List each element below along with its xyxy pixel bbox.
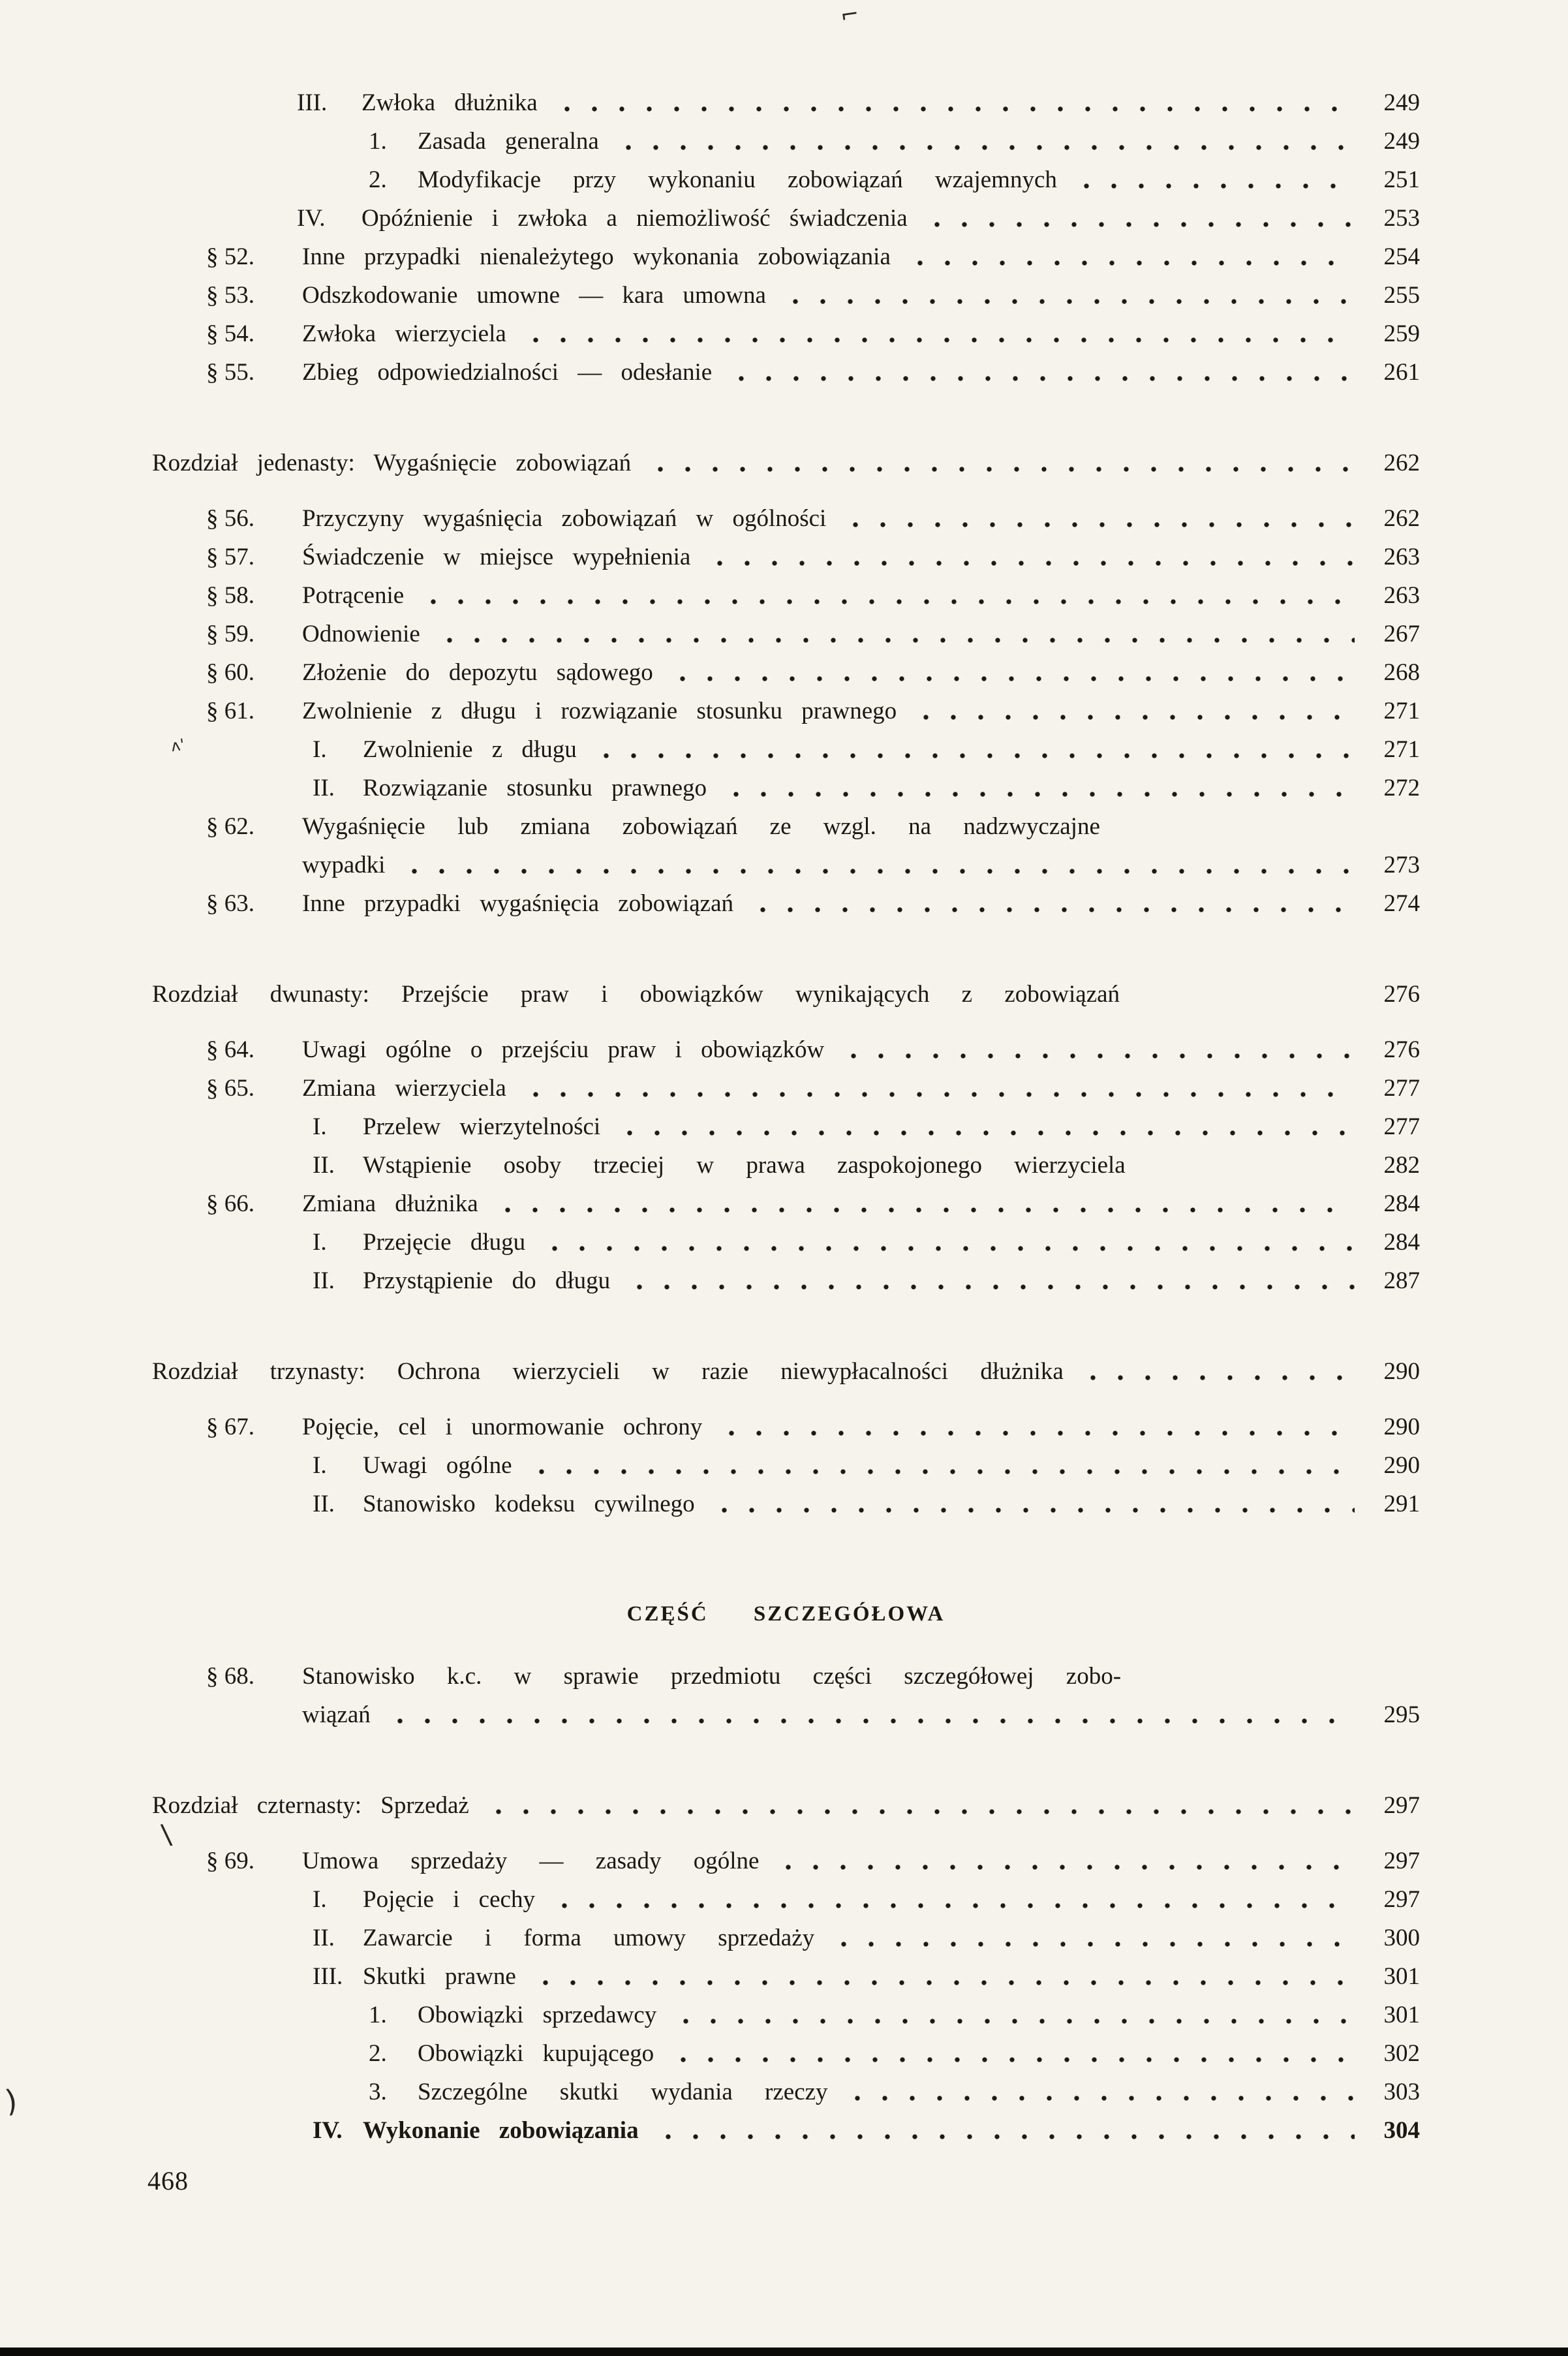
entry-number: II. (313, 1267, 335, 1294)
entry-title: Zbieg odpowiedzialności — odesłanie (302, 359, 713, 386)
dot-leader (397, 869, 1355, 874)
entry-title: Rozdział czternasty: Sprzedaż (152, 1792, 469, 1819)
entry-number: III. (313, 1963, 343, 1990)
dot-leader (826, 1942, 1355, 1947)
dot-leader (908, 715, 1355, 720)
toc-entry (0, 1352, 1568, 1391)
scan-artifact: \ (159, 1818, 174, 1851)
entry-page: 282 (1383, 1152, 1420, 1179)
entry-title: Przelew wierzytelności (363, 1113, 601, 1140)
entry-title: Zasada generalna (418, 128, 599, 155)
entry-title: wypadki (302, 852, 386, 878)
toc-entry (0, 769, 1568, 807)
dot-leader (549, 106, 1355, 112)
entry-page: 276 (1383, 981, 1420, 1008)
toc-entry (0, 199, 1568, 238)
entry-page: 302 (1383, 2040, 1420, 2067)
entry-number: § 53. (206, 282, 254, 309)
toc-entry (0, 122, 1568, 161)
entry-page: 255 (1383, 282, 1420, 309)
entry-number: § 66. (206, 1190, 254, 1217)
toc-entry (0, 1069, 1568, 1108)
entry-title: Inne przypadki nienależytego wykonania zobowiązania (302, 243, 891, 270)
entry-title: Wygaśnięcie lub zmiana zobowiązań ze wzgl. na nadzwyczajne (302, 813, 1100, 840)
entry-page: 290 (1383, 1452, 1420, 1479)
entry-title: wiązań (302, 1701, 371, 1728)
entry-title: Inne przypadki wygaśnięcia zobowiązań (302, 890, 733, 917)
entry-page: 249 (1383, 128, 1420, 155)
entry-number: § 68. (206, 1663, 254, 1690)
entry-page: 297 (1383, 1792, 1420, 1819)
dot-leader (547, 1903, 1355, 1908)
toc-entry (0, 1957, 1568, 1996)
dot-leader (589, 753, 1355, 758)
entry-number: § 67. (206, 1414, 254, 1440)
dot-leader (612, 1130, 1355, 1136)
toc-entry (0, 1842, 1568, 1880)
entry-title: Odnowienie (302, 621, 420, 647)
toc-entry (0, 692, 1568, 730)
toc-entry (0, 1031, 1568, 1069)
entry-number: II. (313, 1491, 335, 1517)
entry-page: 290 (1383, 1358, 1420, 1385)
toc-entry (0, 1657, 1568, 1696)
entry-page: 263 (1383, 582, 1420, 609)
toc-entry (0, 615, 1568, 653)
toc-entry (0, 1446, 1568, 1485)
entry-page: 277 (1383, 1075, 1420, 1102)
entry-number: § 65. (206, 1075, 254, 1102)
dot-leader (524, 1469, 1355, 1474)
entry-number: I. (313, 1229, 327, 1256)
toc-entry (0, 884, 1568, 923)
entry-title: Modyfikacje przy wykonaniu zobowiązań wzajemnych (418, 166, 1057, 193)
dot-leader (771, 1865, 1355, 1870)
entry-page: 304 (1383, 2117, 1420, 2144)
dot-leader (1131, 998, 1355, 1003)
toc-entry (0, 1108, 1568, 1146)
entry-title: Zawarcie i forma umowy sprzedaży (363, 1925, 815, 1951)
entry-page: 303 (1383, 2079, 1420, 2105)
dot-leader (622, 1284, 1355, 1290)
toc-entry (0, 2111, 1568, 2150)
entry-title: Rozdział dwunasty: Przejście praw i obowiązków wynikających z zobowiązań (152, 981, 1120, 1008)
entry-number: I. (313, 1113, 327, 1140)
toc-entry (0, 975, 1568, 1014)
entry-title: Pojęcie, cel i unormowanie ochrony (302, 1414, 703, 1440)
toc-entry (0, 276, 1568, 315)
entry-number: § 64. (206, 1036, 254, 1063)
toc-entry (0, 1880, 1568, 1919)
entry-number: I. (313, 1886, 327, 1913)
dot-leader (702, 561, 1355, 566)
entry-number: IV. (313, 2117, 343, 2144)
toc-entry (0, 1919, 1568, 1957)
entry-page: 263 (1383, 544, 1420, 570)
entry-number: II. (313, 1925, 335, 1951)
entry-number: II. (313, 775, 335, 801)
page-number: 468 (147, 2166, 189, 2195)
entry-title: Obowiązki sprzedawcy (418, 2002, 657, 2028)
entry-page: 301 (1383, 2002, 1420, 2028)
entry-title: Świadczenie w miejsce wypełnienia (302, 544, 691, 570)
toc-entry (0, 1996, 1568, 2034)
entry-number: IV. (297, 205, 326, 232)
dot-leader (528, 1980, 1355, 1985)
toc-entry (0, 1485, 1568, 1523)
entry-number: § 57. (206, 544, 254, 570)
dot-leader (651, 2134, 1355, 2139)
entry-title: Uwagi ogólne o przejściu praw i obowiązków (302, 1036, 825, 1063)
dot-leader (1069, 183, 1355, 189)
dot-leader (490, 1207, 1355, 1213)
entry-title: Zwłoka wierzyciela (302, 320, 506, 347)
toc-entry (0, 1146, 1568, 1185)
dot-leader (836, 1053, 1355, 1059)
dot-leader (919, 222, 1355, 227)
dot-leader (1137, 1169, 1355, 1174)
entry-title: Obowiązki kupującego (418, 2040, 654, 2067)
entry-page: 277 (1383, 1113, 1420, 1140)
entry-number: § 60. (206, 659, 254, 686)
dot-leader (707, 1508, 1355, 1513)
entry-page: 271 (1383, 736, 1420, 763)
entry-title: Rozdział trzynasty: Ochrona wierzycieli w razie niewypłacalności dłużnika (152, 1358, 1064, 1385)
entry-title: Wstąpienie osoby trzeciej w prawa zaspokojonego wierzyciela (363, 1152, 1126, 1179)
toc-entry (0, 238, 1568, 276)
toc-entry (0, 1696, 1568, 1734)
entry-page: 261 (1383, 359, 1420, 386)
toc-entry (0, 315, 1568, 353)
entry-number: § 61. (206, 698, 254, 724)
dot-leader (382, 1718, 1355, 1724)
dot-leader (432, 638, 1355, 643)
dot-leader (668, 2019, 1355, 2024)
entry-number: I. (313, 1452, 327, 1479)
entry-page: 295 (1383, 1701, 1420, 1728)
dot-leader (838, 522, 1355, 527)
entry-title: Przyczyny wygaśnięcia zobowiązań w ogólności (302, 505, 827, 532)
toc-entry (0, 161, 1568, 199)
entry-page: 297 (1383, 1886, 1420, 1913)
entry-title: Uwagi ogólne (363, 1452, 512, 1479)
dot-leader (840, 2096, 1355, 2101)
entry-title: Wykonanie zobowiązania (363, 2117, 639, 2144)
entry-page: 253 (1383, 205, 1420, 232)
entry-title: Przystąpienie do długu (363, 1267, 611, 1294)
entry-number: § 56. (206, 505, 254, 532)
toc-entry (0, 576, 1568, 615)
dot-leader (537, 1246, 1355, 1251)
entry-title: Pojęcie i cechy (363, 1886, 535, 1913)
entry-number: § 54. (206, 320, 254, 347)
entry-title: Odszkodowanie umowne — kara umowna (302, 282, 766, 309)
toc-entry (0, 499, 1568, 538)
toc-entry (0, 538, 1568, 576)
dot-leader (518, 1092, 1355, 1097)
entry-title: Skutki prawne (363, 1963, 516, 1990)
entry-title: Zmiana wierzyciela (302, 1075, 506, 1102)
entry-page: 262 (1383, 505, 1420, 532)
entry-page: 284 (1383, 1190, 1420, 1217)
toc-entry (0, 2073, 1568, 2111)
entry-title: Opóźnienie i zwłoka a niemożliwość świadczenia (361, 205, 908, 232)
scan-artifact: ) (3, 2083, 20, 2119)
entry-number: § 55. (206, 359, 254, 386)
entry-number: III. (297, 89, 328, 116)
entry-title: Potrącenie (302, 582, 405, 609)
entry-page: 262 (1383, 450, 1420, 476)
dot-leader (1133, 1680, 1355, 1685)
entry-page: 271 (1383, 698, 1420, 724)
toc-entry (0, 84, 1568, 122)
entry-page: 273 (1383, 852, 1420, 878)
entry-title: Umowa sprzedaży — zasady ogólne (302, 1848, 760, 1874)
toc-list (0, 84, 1568, 2150)
dot-leader (718, 792, 1355, 797)
dot-leader (416, 599, 1355, 604)
dot-leader (643, 467, 1355, 472)
toc-entry (0, 353, 1568, 392)
entry-page: 274 (1383, 890, 1420, 917)
entry-page: 259 (1383, 320, 1420, 347)
entry-title: Zwłoka dłużnika (361, 89, 538, 116)
entry-number: § 58. (206, 582, 254, 609)
entry-number: § 59. (206, 621, 254, 647)
entry-title: Zwolnienie z długu (363, 736, 577, 763)
entry-title: Stanowisko k.c. w sprawie przedmiotu części szczegółowej zobo- (302, 1663, 1122, 1690)
entry-page: 291 (1383, 1491, 1420, 1517)
entry-page: 267 (1383, 621, 1420, 647)
entry-page: 301 (1383, 1963, 1420, 1990)
scan-artifact: ⌐ (838, 1, 861, 29)
entry-page: 268 (1383, 659, 1420, 686)
entry-number: § 52. (206, 243, 254, 270)
entry-number: § 63. (206, 890, 254, 917)
entry-title: Zwolnienie z długu i rozwiązanie stosunku prawnego (302, 698, 897, 724)
dot-leader (902, 260, 1355, 266)
dot-leader (724, 376, 1355, 381)
entry-number: 1. (369, 2002, 387, 2028)
entry-number: I. (313, 736, 327, 763)
toc-entry (0, 846, 1568, 884)
entry-number: 2. (369, 166, 387, 193)
scan-artifact: ʌ' (170, 735, 186, 756)
entry-number: II. (313, 1152, 335, 1179)
toc-entry (0, 653, 1568, 692)
toc-entry (0, 1408, 1568, 1446)
toc-entry (0, 807, 1568, 846)
entry-number: 2. (369, 2040, 387, 2067)
toc-entry (0, 1185, 1568, 1223)
entry-page: 272 (1383, 775, 1420, 801)
dot-leader (518, 337, 1355, 343)
entry-number: § 69. (206, 1848, 254, 1874)
scan-edge-bar (0, 2348, 1568, 2356)
entry-number: § 62. (206, 813, 254, 840)
entry-number: 3. (369, 2079, 387, 2105)
dot-leader (611, 145, 1355, 150)
entry-page: 249 (1383, 89, 1420, 116)
toc-entry (0, 1786, 1568, 1825)
entry-page: 284 (1383, 1229, 1420, 1256)
toc-entry (0, 2034, 1568, 2073)
dot-leader (666, 2057, 1355, 2062)
dot-leader (665, 676, 1355, 681)
dot-leader (481, 1809, 1355, 1814)
entry-page: 297 (1383, 1848, 1420, 1874)
entry-title: Stanowisko kodeksu cywilnego (363, 1491, 695, 1517)
entry-page: 300 (1383, 1925, 1420, 1951)
dot-leader (714, 1431, 1355, 1436)
entry-number: 1. (369, 128, 387, 155)
entry-title: Szczególne skutki wydania rzeczy (418, 2079, 828, 2105)
toc-entry (0, 444, 1568, 482)
entry-page: 290 (1383, 1414, 1420, 1440)
part-heading: CZĘŚĆ SZCZEGÓŁOWA (626, 1602, 945, 1626)
entry-page: 276 (1383, 1036, 1420, 1063)
entry-title: Złożenie do depozytu sądowego (302, 659, 653, 686)
entry-title: Rozwiązanie stosunku prawnego (363, 775, 707, 801)
entry-title: Zmiana dłużnika (302, 1190, 478, 1217)
entry-page: 254 (1383, 243, 1420, 270)
entry-page: 251 (1383, 166, 1420, 193)
dot-leader (745, 907, 1355, 912)
toc-entry (0, 1262, 1568, 1300)
entry-title: Przejęcie długu (363, 1229, 526, 1256)
dot-leader (1112, 830, 1355, 835)
entry-title: Rozdział jedenasty: Wygaśnięcie zobowiązań (152, 450, 632, 476)
dot-leader (778, 299, 1355, 304)
dot-leader (1075, 1375, 1355, 1380)
entry-page: 287 (1383, 1267, 1420, 1294)
toc-entry (0, 730, 1568, 769)
toc-entry (0, 1223, 1568, 1262)
